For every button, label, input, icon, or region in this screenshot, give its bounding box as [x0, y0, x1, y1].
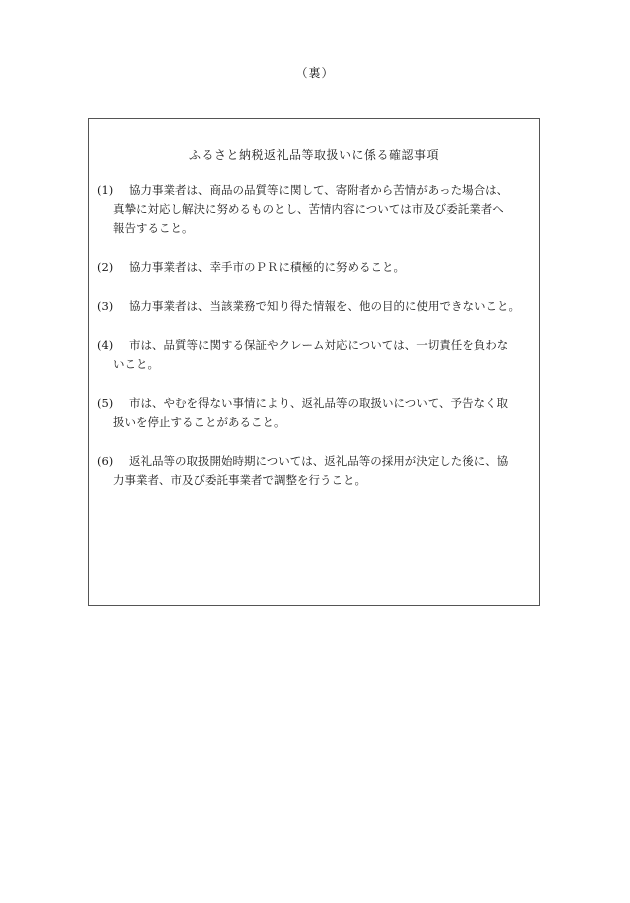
item-line: 力事業者、市及び委託事業者で調整を行うこと。 — [113, 473, 366, 487]
item-text — [97, 258, 531, 277]
item-line: 協力事業者は、幸手市のＰＲに積極的に努めること。 — [129, 260, 405, 274]
confirmation-box — [88, 118, 540, 606]
item-number: (5) — [97, 396, 114, 410]
item-text — [97, 181, 531, 238]
item-number: (2) — [97, 260, 114, 274]
item-line: 返礼品等の取扱開始時期については、返礼品等の採用が決定した後に、協 — [129, 454, 509, 468]
item-number: (1) — [97, 183, 114, 197]
item-text — [97, 297, 531, 316]
item-text — [97, 336, 531, 374]
item-line: 扱いを停止することがあること。 — [113, 415, 286, 429]
page-side-label: （裏） — [295, 66, 335, 80]
item-line: 報告すること。 — [113, 221, 194, 235]
item-line: 市は、やむを得ない事情により、返礼品等の取扱いについて、予告なく取 — [129, 396, 509, 410]
list-item — [97, 258, 531, 277]
list-item — [97, 336, 531, 374]
item-line: 協力事業者は、商品の品質等に関して、寄附者から苦情があった場合は、 — [129, 183, 509, 197]
list-item — [97, 394, 531, 432]
item-line: 協力事業者は、当該業務で知り得た情報を、他の目的に使用できないこと。 — [129, 299, 520, 313]
item-text — [97, 452, 531, 490]
list-item — [97, 297, 531, 316]
item-line: 真摯に対応し解決に努めるものとし、苦情内容については市及び委託業者へ — [113, 202, 504, 216]
item-line: 市は、品質等に関する保証やクレーム対応については、一切責任を負わな — [129, 338, 509, 352]
list-item — [97, 452, 531, 490]
list-item — [97, 181, 531, 238]
box-title: ふるさと納税返礼品等取扱いに係る確認事項 — [188, 148, 439, 162]
item-number: (3) — [97, 299, 114, 313]
item-line: いこと。 — [113, 357, 159, 371]
item-number: (4) — [97, 338, 114, 352]
item-list — [97, 181, 531, 510]
item-text — [97, 394, 531, 432]
item-number: (6) — [97, 454, 114, 468]
